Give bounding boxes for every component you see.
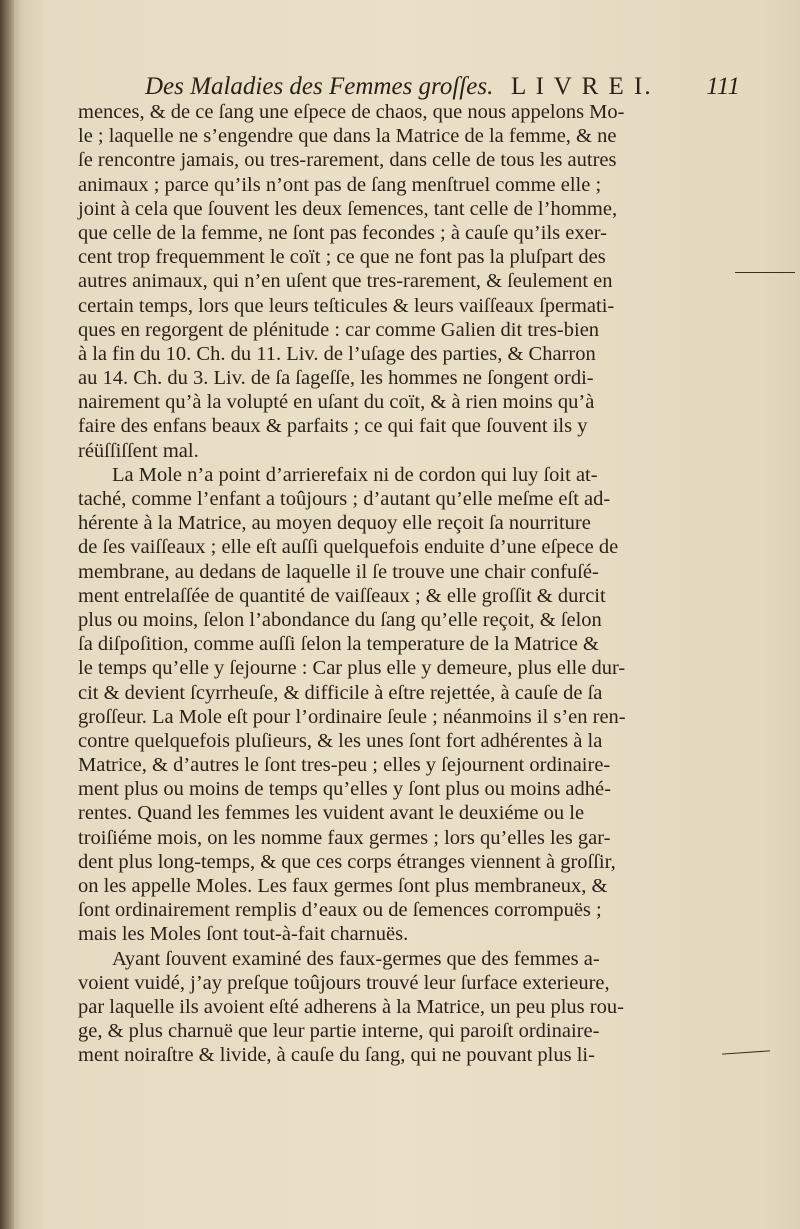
margin-rule-mark [722, 1050, 770, 1054]
text-line: rentes. Quand les femmes les vuident avant le deuxiéme ou le [78, 802, 585, 825]
page-header [145, 70, 740, 104]
text-line: ment entrelaſſée de quantité de vaiſſeaux ; & elle groſſit & durcit [78, 584, 606, 607]
margin-rule-mark [735, 272, 795, 273]
text-line: au 14. Ch. du 3. Liv. de ſa ſageſſe, les hommes ne ſongent ordi- [78, 367, 594, 390]
body-text [78, 100, 714, 1068]
text-line: groſſeur. La Mole eſt pour l’ordinaire ſeule ; néanmoins il s’en ren- [78, 705, 626, 728]
text-line: membrane, au dedans de laquelle il ſe trouve une chair confuſé- [78, 560, 599, 583]
text-line: le temps qu’elle y ſejourne : Car plus elle y demeure, plus elle dur- [78, 657, 626, 680]
text-line: La Mole n’a point d’arrierefaix ni de cordon qui luy ſoit at- [112, 463, 598, 486]
text-line: mences, & de ce ſang une eſpece de chaos, que nous appelons Mo- [78, 101, 625, 123]
text-line: le ; laquelle ne s’engendre que dans la Matrice de la femme, & ne [78, 125, 617, 148]
book-label: L I V R E I. [511, 73, 653, 100]
text-line: dent plus long-temps, & que ces corps étranges viennent à groſſir, [78, 850, 616, 873]
text-line: réüſſiſſent mal. [78, 439, 199, 462]
text-line: ment plus ou moins de temps qu’elles y ſont plus ou moins adhé- [78, 778, 611, 801]
text-line: de ſes vaiſſeaux ; elle eſt auſſi quelquefois enduite d’une eſpece de [78, 536, 619, 559]
text-line: voient vuidé, j’ay preſque toûjours trouvé leur ſurface exterieure, [78, 971, 610, 994]
book-binding-edge [0, 0, 14, 1229]
text-line: cent trop frequemment le coït ; ce que ne font pas la pluſpart des [78, 246, 606, 269]
paragraph [78, 463, 714, 947]
text-line: ques en regorgent de plénitude : car comme Galien dit tres-bien [78, 318, 600, 341]
text-line: mais les Moles ſont tout-à-fait charnuës. [78, 923, 409, 946]
text-line: troiſiéme mois, on les nomme faux germes ; lors qu’elles les gar- [78, 826, 611, 849]
text-line: hérente à la Matrice, au moyen dequoy elle reçoit ſa nourriture [78, 512, 591, 535]
text-line: ment noiraſtre & livide, à cauſe du ſang, qui ne pouvant plus li- [78, 1044, 595, 1067]
text-line: faire des enfans beaux & parfaits ; ce qui fait que ſouvent ils y [78, 415, 588, 438]
text-line: animaux ; parce qu’ils n’ont pas de ſang menſtruel comme elle ; [78, 173, 602, 196]
running-title: Des Maladies des Femmes groſſes. [145, 73, 494, 100]
text-line: ſa diſpoſition, comme auſſi ſelon la temperature de la Matrice & [78, 633, 599, 656]
text-line: joint à cela que ſouvent les deux ſemences, tant celle de l’homme, [78, 197, 618, 220]
paragraph [78, 947, 714, 1068]
text-line: Ayant ſouvent examiné des faux-germes que des femmes a- [112, 947, 600, 970]
text-line: on les appelle Moles. Les faux germes ſont plus membraneux, & [78, 875, 608, 897]
text-line: par laquelle ils avoient eſté adherens à la Matrice, un peu plus rou- [78, 995, 624, 1018]
text-line: cit & devient ſcyrrheuſe, & difficile à eſtre rejettée, à cauſe de ſa [78, 681, 603, 704]
text-line: que celle de la femme, ne ſont pas fecondes ; à cauſe qu’ils exer- [78, 221, 607, 244]
text-line: autres animaux, qui n’en uſent que tres-rarement, & ſeulement en [78, 270, 613, 293]
text-line: ge, & plus charnuë que leur partie interne, qui paroiſt ordinaire- [78, 1020, 600, 1043]
text-line: à la fin du 10. Ch. du 11. Liv. de l’uſage des parties, & Charron [78, 342, 596, 365]
text-line: ſe rencontre jamais, ou tres-rarement, dans celle de tous les autres [78, 149, 617, 172]
text-line: plus ou moins, ſelon l’abondance du ſang qu’elle reçoit, & ſelon [78, 608, 602, 631]
paragraph [78, 100, 714, 463]
page-number: 111 [706, 73, 740, 100]
text-line: Matrice, & d’autres le ſont tres-peu ; elles y ſejournent ordinaire- [78, 754, 611, 777]
text-line: taché, comme l’enfant a toûjours ; d’autant qu’elle meſme eſt ad- [78, 488, 611, 510]
text-line: ſont ordinairement remplis d’eaux ou de ſemences corrompuës ; [78, 899, 602, 922]
text-line: certain temps, lors que leurs teſticules & leurs vaiſſeaux ſpermati- [78, 294, 615, 317]
text-line: contre quelquefois pluſieurs, & les unes ſont fort adhérentes à la [78, 729, 603, 752]
text-line: nairement qu’à la volupté en uſant du coït, & à rien moins qu’à [78, 391, 595, 414]
